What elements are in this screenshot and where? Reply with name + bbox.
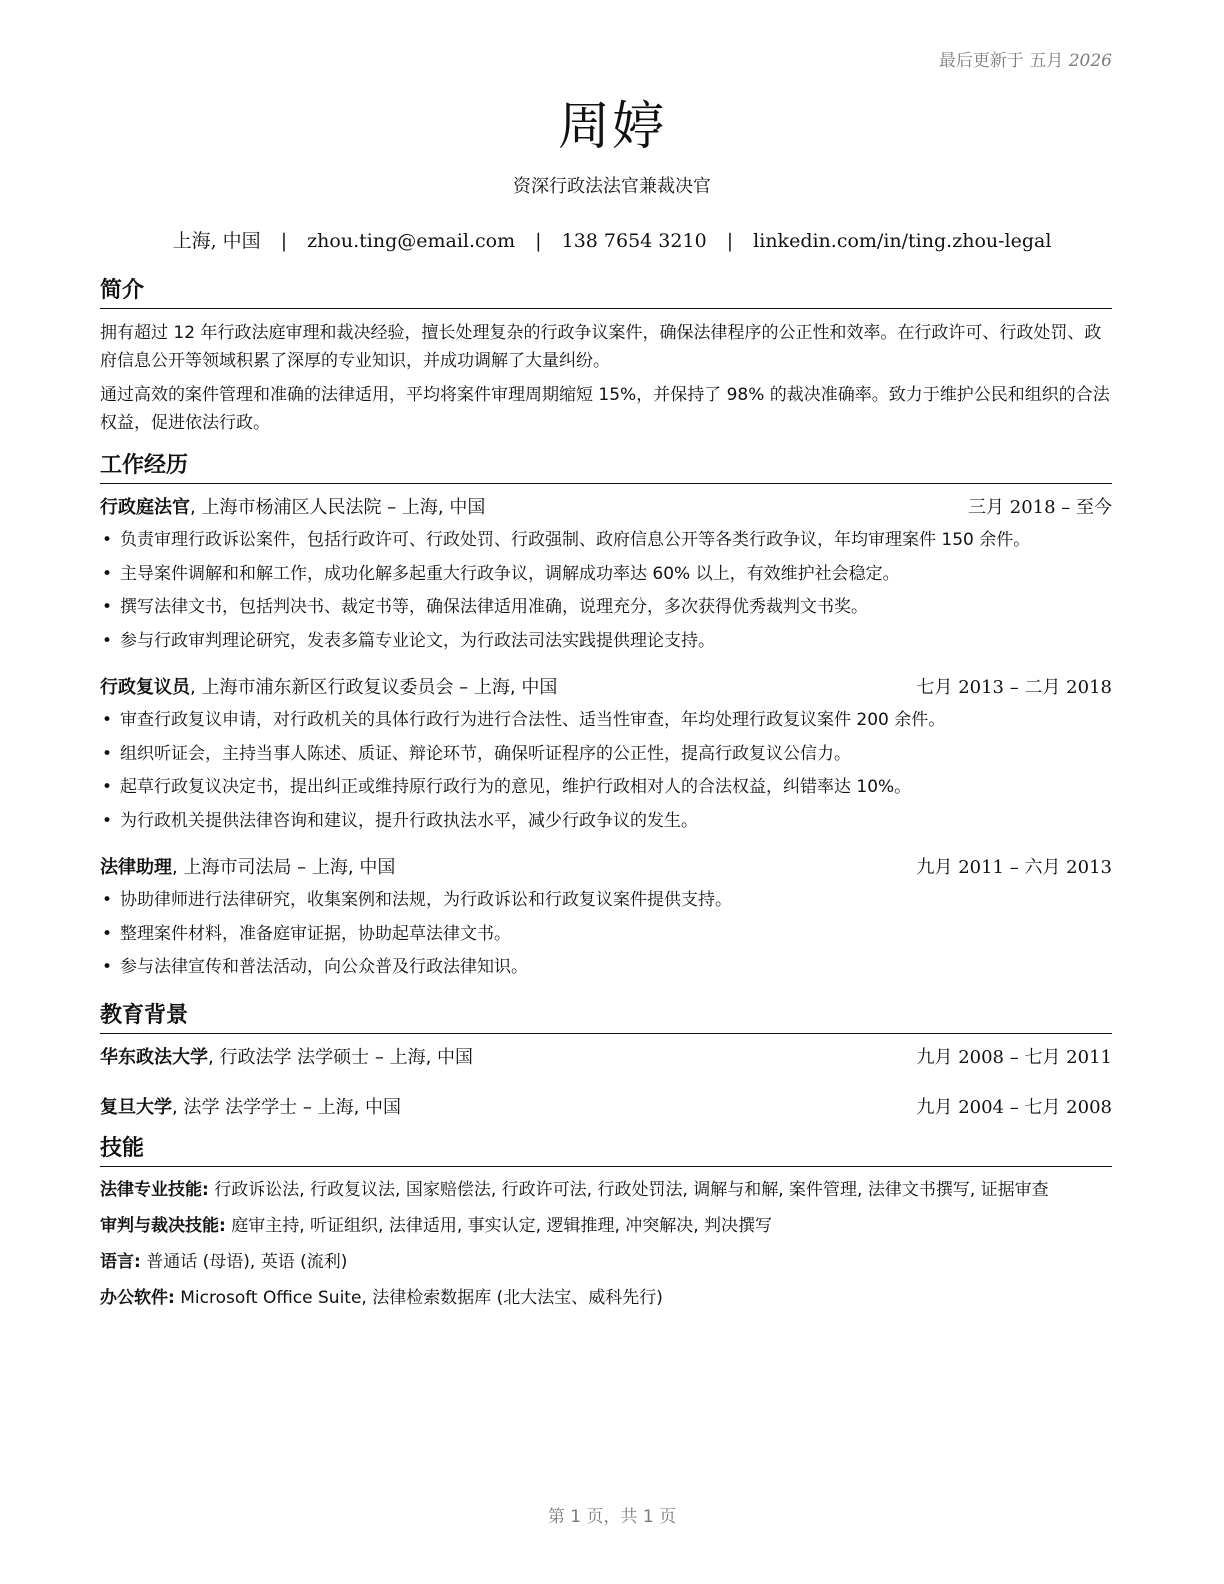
job-role: 法律助理 [100, 857, 172, 878]
bullet-text: 协助律师进行法律研究，收集案例和法规，为行政诉讼和行政复议案件提供支持。 [120, 890, 732, 910]
contact-separator: | [535, 230, 542, 252]
job-org: , 上海市浦东新区行政复议委员会 – 上海, 中国 [190, 677, 558, 698]
bullet-text: 起草行政复议决定书，提出纠正或维持原行政行为的意见，维护行政相对人的合法权益，纠错率达 10%。 [120, 777, 912, 797]
school-name: 复旦大学 [100, 1096, 172, 1118]
contact-line [0, 226, 1224, 253]
school-name: 华东政法大学 [100, 1046, 208, 1068]
job-dates: 九月 2011 – 六月 2013 [916, 857, 1112, 878]
contact-linkedin[interactable]: linkedin.com/in/ting.zhou-legal [753, 230, 1052, 252]
candidate-subtitle: 资深行政法法官兼裁决官 [513, 176, 711, 197]
list-item [100, 524, 1112, 558]
bullet-icon: • [102, 743, 113, 764]
summary-paragraph: 拥有超过 12 年行政法庭审理和裁决经验，擅长处理复杂的行政争议案件，确保法律程序的公正性和效率。在行政许可、行政处罚、政府信息公开等领域积累了深厚的专业知识，并成功调解了大量纠纷。 [100, 323, 1102, 371]
last-updated [939, 46, 1112, 71]
last-updated-label: 最后更新于 五月 [938, 51, 1064, 71]
contact-separator: | [280, 230, 288, 252]
job-header [100, 494, 1112, 522]
section-title-skills: 技能 [100, 1134, 1112, 1167]
bullet-text: 参与法律宣传和普法活动，向公众普及行政法律知识。 [120, 957, 528, 977]
job-entry [100, 674, 1112, 838]
education-entry [100, 1094, 1112, 1122]
bullet-text: 为行政机关提供法律咨询和建议，提升行政执法水平，减少行政争议的发生。 [120, 810, 698, 831]
skill-label: 审判与裁决技能: [100, 1215, 226, 1236]
skill-value: Microsoft Office Suite, 法律检索数据库 (北大法宝、威科先行) [174, 1287, 663, 1308]
job-role: 行政庭法官 [100, 497, 190, 518]
bullet-icon: • [102, 563, 113, 584]
page-footer: 第 1 页，共 1 页 [547, 1507, 677, 1527]
skill-line [100, 1285, 1112, 1311]
contact-email[interactable]: zhou.ting@email.com [307, 230, 516, 252]
job-bullets [100, 884, 1112, 985]
job-bullets [100, 704, 1112, 838]
education-section [100, 1001, 1112, 1122]
section-title-experience: 工作经历 [100, 451, 1112, 484]
bullet-icon: • [102, 957, 113, 977]
skill-line [100, 1213, 1112, 1239]
school-dates: 九月 2008 – 七月 2011 [916, 1046, 1112, 1068]
last-updated-year: 2026 [1068, 51, 1112, 71]
bullet-text: 撰写法律文书，包括判决书、裁定书等，确保法律适用准确，说理充分，多次获得优秀裁判文书奖。 [120, 597, 868, 617]
list-item [100, 591, 1112, 625]
education-entry [100, 1044, 1112, 1072]
list-item [100, 771, 1112, 805]
section-title-summary: 简介 [100, 276, 1112, 309]
skill-label: 办公软件: [100, 1287, 175, 1308]
resume-body [100, 276, 1112, 1321]
job-entry [100, 494, 1112, 658]
skill-value: 普通话 (母语), 英语 (流利) [140, 1251, 348, 1272]
list-item [100, 805, 1112, 839]
list-item [100, 918, 1112, 952]
skill-line [100, 1177, 1112, 1203]
bullet-icon: • [102, 710, 113, 730]
list-item [100, 625, 1112, 659]
job-org: , 上海市司法局 – 上海, 中国 [172, 857, 396, 878]
list-item [100, 884, 1112, 918]
list-item [100, 738, 1112, 772]
bullet-icon: • [102, 777, 113, 797]
bullet-text: 整理案件材料，准备庭审证据，协助起草法律文书。 [120, 923, 511, 944]
job-role: 行政复议员 [100, 677, 190, 698]
job-dates: 七月 2013 – 二月 2018 [916, 677, 1112, 698]
job-bullets [100, 524, 1112, 658]
school-dates: 九月 2004 – 七月 2008 [916, 1096, 1112, 1118]
contact-separator: | [726, 230, 734, 252]
school-detail: , 法学 法学学士 – 上海, 中国 [172, 1096, 402, 1118]
bullet-icon: • [102, 810, 113, 831]
bullet-icon: • [102, 923, 113, 944]
bullet-text: 主导案件调解和和解工作，成功化解多起重大行政争议，调解成功率达 60% 以上，有效维护社会稳定。 [120, 563, 900, 584]
bullet-text: 参与行政审判理论研究，发表多篇专业论文，为行政法司法实践提供理论支持。 [120, 630, 715, 651]
skill-value: 行政诉讼法, 行政复议法, 国家赔偿法, 行政许可法, 行政处罚法, 调解与和解, 案件管理, 法律文书撰写, 证据审查 [208, 1179, 1049, 1200]
experience-section [100, 451, 1112, 985]
bullet-icon: • [102, 890, 113, 910]
job-entry [100, 854, 1112, 985]
school-detail: , 行政法学 法学硕士 – 上海, 中国 [208, 1046, 474, 1068]
skill-label: 法律专业技能: [100, 1179, 209, 1200]
list-item [100, 704, 1112, 738]
list-item [100, 558, 1112, 592]
bullet-text: 组织听证会，主持当事人陈述、质证、辩论环节，确保听证程序的公正性，提高行政复议公信力。 [120, 743, 851, 764]
bullet-icon: • [102, 597, 113, 617]
bullet-icon: • [102, 530, 113, 550]
job-org: , 上海市杨浦区人民法院 – 上海, 中国 [190, 497, 486, 518]
job-dates: 三月 2018 – 至今 [968, 497, 1112, 518]
bullet-icon: • [102, 630, 113, 651]
bullet-text: 审查行政复议申请，对行政机关的具体行政行为进行合法性、适当性审查，年均处理行政复议案件 200 余件。 [120, 710, 946, 730]
candidate-name: 周婷 [557, 97, 666, 157]
section-title-education: 教育背景 [100, 1001, 1112, 1034]
contact-location: 上海, 中国 [172, 230, 261, 252]
skill-label: 语言: [100, 1251, 141, 1272]
skills-section [100, 1134, 1112, 1311]
skill-value: 庭审主持, 听证组织, 法律适用, 事实认定, 逻辑推理, 冲突解决, 判决撰写 [225, 1215, 773, 1236]
bullet-text: 负责审理行政诉讼案件，包括行政许可、行政处罚、行政强制、政府信息公开等各类行政争议，年均审理案件 150 余件。 [120, 530, 1031, 550]
job-header [100, 674, 1112, 702]
summary-section [100, 276, 1112, 437]
summary-paragraph: 通过高效的案件管理和准确的法律适用，平均将案件审理周期缩短 15%，并保持了 98% 的裁决准确率。致力于维护公民和组织的合法权益，促进依法行政。 [100, 385, 1110, 433]
contact-phone: 138 7654 3210 [561, 230, 707, 252]
job-header [100, 854, 1112, 882]
list-item [100, 951, 1112, 985]
skill-line [100, 1249, 1112, 1275]
